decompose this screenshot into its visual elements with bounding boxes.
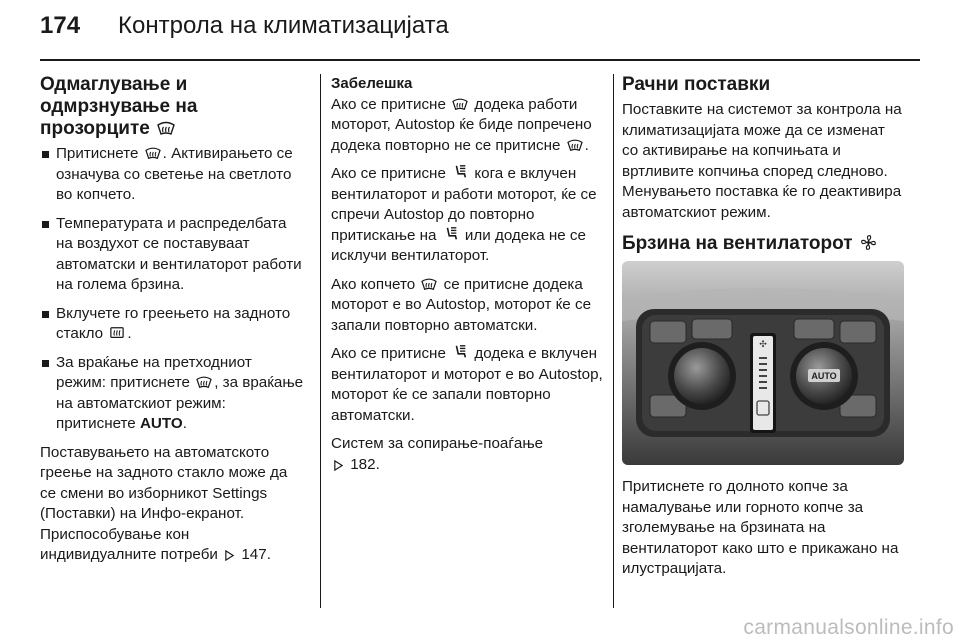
header-rule bbox=[40, 59, 920, 61]
note-title: Забелешка bbox=[331, 75, 413, 92]
list-item: За враќање на претходниот режим: притиснете , за враќање на автоматскиот режим: притиснете AUTO. bbox=[40, 353, 306, 435]
page-header bbox=[40, 12, 449, 40]
column-right bbox=[622, 74, 904, 588]
paragraph: Ако се притисне додека е вклучен вентилаторот и моторот е во Autostop, моторот ќе се запали повторно автоматски. bbox=[331, 345, 603, 424]
auto-label: AUTO bbox=[139, 415, 183, 432]
climate-panel-illustration bbox=[622, 261, 904, 465]
list-item: Притиснете . Активирањето се означува со светење на светлото во копчето. bbox=[40, 144, 306, 206]
column-left bbox=[40, 74, 306, 574]
paragraph: Ако се притисне додека работи моторот, Autostop ќе биде попречено додека повторно не се притисне . bbox=[331, 95, 592, 154]
seat-ventilation-icon bbox=[443, 226, 459, 242]
windshield-defrost-icon bbox=[196, 375, 212, 389]
reference-arrow-icon bbox=[224, 550, 235, 561]
instruction-list bbox=[40, 144, 306, 435]
figure-caption: Притиснете го долното копче за намалување или горното копче за зголемување на брзината на вентилаторот како што е прикажано на илустрацијата. bbox=[622, 478, 899, 577]
paragraph: Ако се притисне кога е вклучен вентилаторот и работи моторот, ќе се спречи Autostop до повторно притискање на или додека не се исклучи вентилаторот. bbox=[331, 165, 597, 264]
svg-text:✣: ✣ bbox=[759, 340, 767, 350]
windshield-defrost-icon bbox=[145, 146, 161, 160]
paragraph: Ако копчето се притисне додека моторот е во Autostop, моторот ќе се запали повторно автоматски. bbox=[331, 275, 592, 334]
windshield-defrost-icon bbox=[452, 97, 468, 111]
paragraph: Поставувањето на автоматското греење на задното стакло може да се смени во изборникот Settings (Поставки) на Инфо-екранот. Приспособување кон индивидуалните потреби 147. bbox=[40, 443, 288, 563]
page-number: 174 bbox=[40, 12, 81, 39]
watermark: carmanualsonline.info bbox=[743, 616, 954, 639]
windshield-defrost-icon bbox=[421, 277, 437, 291]
column-divider bbox=[613, 74, 614, 608]
reference-arrow-icon bbox=[333, 460, 344, 471]
seat-ventilation-icon bbox=[452, 164, 468, 180]
auto-button-label: AUTO bbox=[811, 371, 837, 381]
windshield-defrost-icon bbox=[567, 138, 583, 152]
seat-ventilation-icon bbox=[452, 344, 468, 360]
chapter-title: Контрола на климатизацијата bbox=[118, 12, 449, 39]
section-heading: Рачни поставки bbox=[622, 74, 771, 95]
paragraph: Поставките на системот за контрола на климатизацијата може да се изменат со активирање на копчињата и вртливите копчиња според следново. Менувањето поставка ќе го деактивира автоматскиот режим. bbox=[622, 101, 902, 221]
column-middle bbox=[331, 74, 605, 483]
list-item: Температурата и распределбата на воздухот се поставуваат автоматски и вентилаторот работи на голема брзина. bbox=[40, 214, 306, 296]
column-divider bbox=[320, 74, 321, 608]
paragraph: Систем за сопирање-поаѓање 182. bbox=[331, 435, 544, 473]
fan-icon bbox=[860, 234, 877, 251]
windshield-defrost-icon bbox=[157, 120, 175, 136]
list-item: Вклучете го греењето на задното стакло . bbox=[40, 304, 306, 345]
section-heading: Одмаглување и одмрзнување на прозорците bbox=[40, 74, 198, 139]
rear-window-defrost-icon bbox=[109, 326, 125, 340]
subsection-heading: Брзина на вентилаторот bbox=[622, 233, 904, 255]
